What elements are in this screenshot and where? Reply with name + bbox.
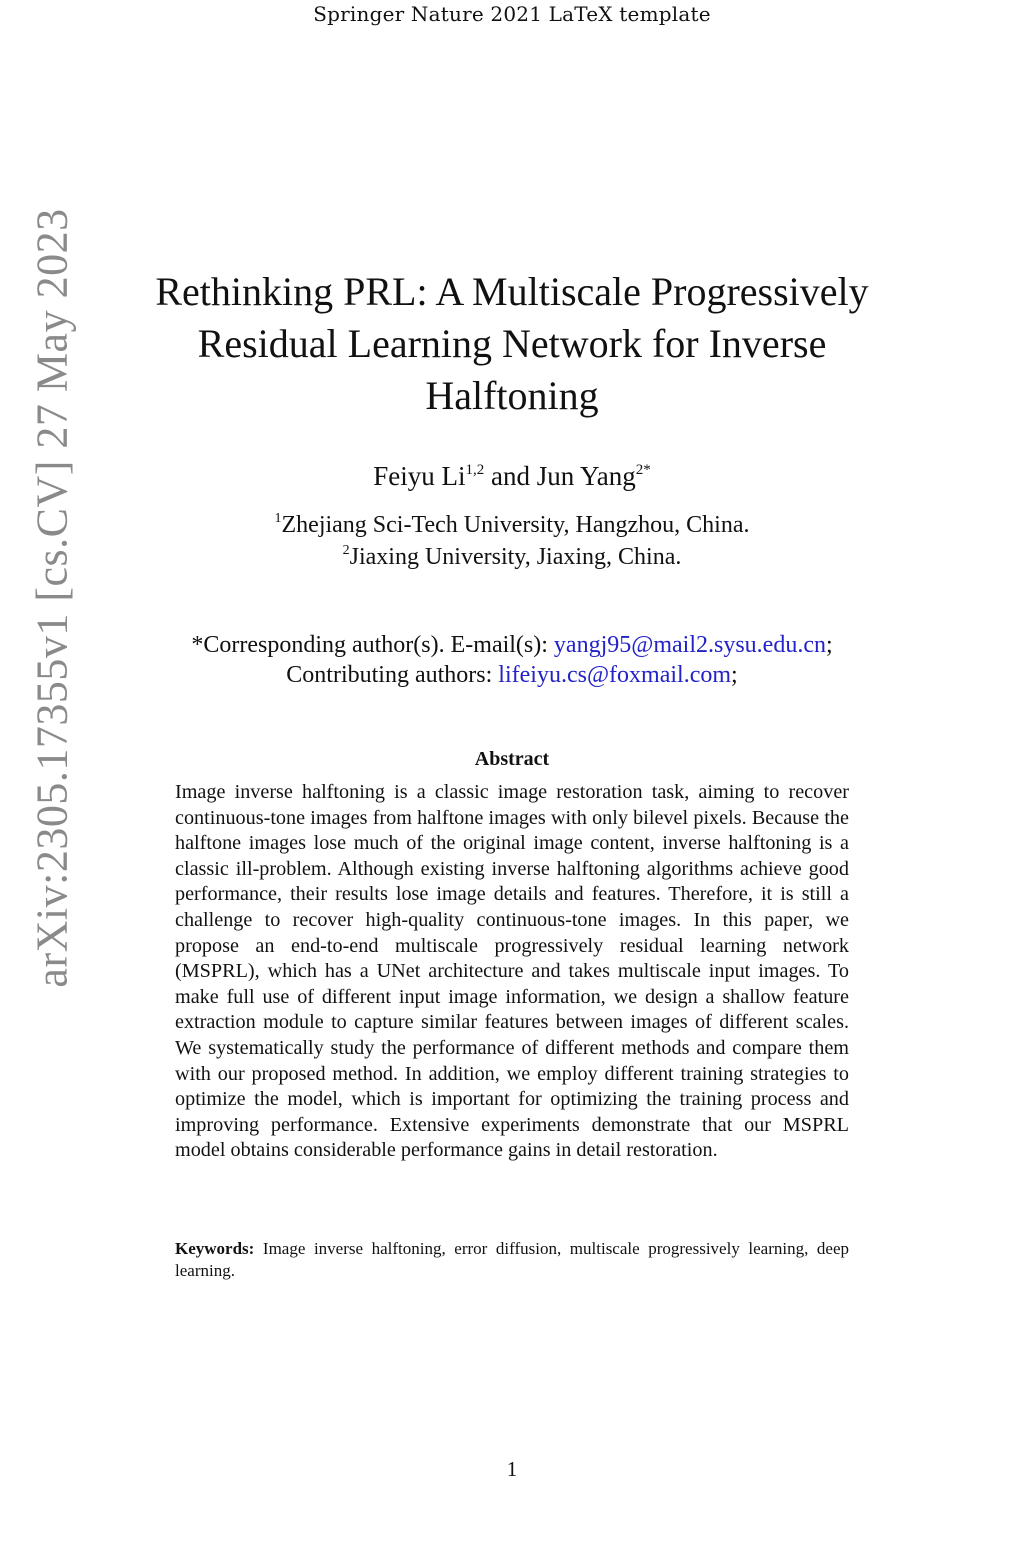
arxiv-identifier-stamp: arXiv:2305.17355v1 [cs.CV] 27 May 2023 xyxy=(27,208,77,988)
keywords-text: Image inverse halftoning, error diffusion, multiscale progressively learning, deep learning. xyxy=(175,1239,850,1280)
abstract-body: Image inverse halftoning is a classic image restoration task, aiming to recover continuous-tone images from halftone images with only bilevel pixels. Because the halftone images lose much of the original image content, inverse halftoning is a classic ill-problem. Although existing inverse halftoning algorithms achieve good performance, their results lose image details and features. Therefore, it is still a challenge to recover high-quality continuous-tone images. In this paper, we propose an end-to-end multiscale progressively residual learning network (MSPRL), which has a UNet architecture and takes multiscale input images. To make full use of different input image information, we design a shallow feature extraction module to capture similar features between images of different scales. We systematically study the performance of different methods and compare them with our proposed method. In addition, we employ different training strategies to optimize the model, which is important for optimizing the training process and improving performance. Extensive experiments demonstrate that our MSPRL model obtains considerable performance gains in detail restoration. xyxy=(175,781,849,1162)
abstract-heading: Abstract xyxy=(474,748,550,770)
keywords-block xyxy=(175,1238,849,1282)
author-list xyxy=(0,461,1024,492)
contributing-separator: ; xyxy=(731,662,738,688)
keywords-label: Keywords: xyxy=(175,1239,255,1258)
corresponding-author-line xyxy=(0,632,1024,659)
author-1-marks: 1,2 xyxy=(465,462,485,478)
affiliation-2-mark: 2 xyxy=(342,543,350,558)
corresponding-email-link[interactable]: yangj95@mail2.sysu.edu.cn xyxy=(553,632,826,658)
affiliation-1-text: Zhejiang Sci-Tech University, Hangzhou, China. xyxy=(281,512,750,538)
affiliation-2-text: Jiaxing University, Jiaxing, China. xyxy=(349,544,682,570)
affiliation-2 xyxy=(0,543,1024,571)
author-conjunction: and xyxy=(490,461,530,491)
affiliation-1 xyxy=(0,511,1024,539)
title-line-1: Rethinking PRL: A Multiscale Progressively xyxy=(155,269,869,314)
contributing-label: Contributing authors: xyxy=(286,662,493,688)
contributing-authors-line xyxy=(0,662,1024,689)
corresponding-separator: ; xyxy=(825,632,833,658)
paper-title xyxy=(140,266,884,422)
title-line-2: Residual Learning Network for Inverse xyxy=(197,321,827,366)
author-2-name: Jun Yang xyxy=(536,461,636,491)
running-header: Springer Nature 2021 LaTeX template xyxy=(313,2,711,26)
corresponding-label: *Corresponding author(s). E-mail(s): xyxy=(191,632,548,658)
author-2-marks: 2* xyxy=(635,462,651,478)
affiliation-1-mark: 1 xyxy=(274,511,282,526)
contributing-email-link[interactable]: lifeiyu.cs@foxmail.com xyxy=(498,662,732,688)
author-1-name: Feiyu Li xyxy=(373,461,466,491)
title-line-3: Halftoning xyxy=(425,373,599,418)
page-number: 1 xyxy=(506,1457,518,1481)
